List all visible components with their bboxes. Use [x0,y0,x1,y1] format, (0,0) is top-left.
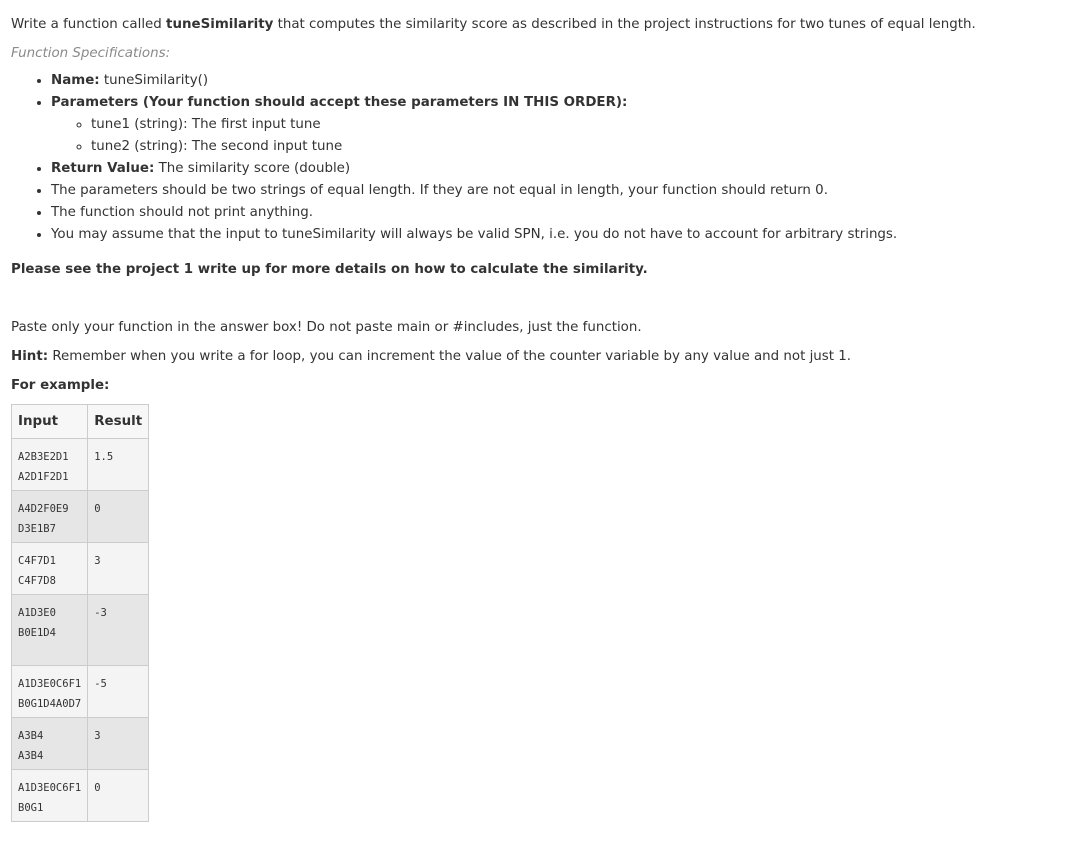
input-cell [12,439,88,491]
input-line: A1D3E0 [18,607,56,619]
intro-text-end: that computes the similarity score as described in the project instructions for two tunes of equal length. [273,17,976,32]
function-name: tuneSimilarity [166,17,274,32]
result-value: 0 [94,782,101,794]
input-line: A1D3E0C6F1 [18,782,82,794]
spec-rule: • The parameters should be two strings of equal length. If they are not equal in length, your function should return 0. [51,180,1061,202]
table-row [12,595,149,666]
param-list [51,114,1061,158]
input-cell [12,543,88,595]
input-line: A3B4 [18,730,44,742]
input-line: A3B4 [18,749,44,762]
table-row [12,543,149,595]
spec-item-parameters [51,92,1061,158]
spec-list [11,70,1061,246]
intro-paragraph [11,15,1061,35]
return-label: Return Value: [51,161,155,176]
input-line: C4F7D8 [18,574,56,587]
hint-text: Remember when you write a for loop, you can increment the value of the counter variable by any value and not just 1. [48,349,852,364]
result-value: 3 [94,555,101,567]
name-label: Name: [51,73,100,88]
table-header-row [12,405,149,439]
examples-table [11,404,149,822]
column-header-input: Input [12,405,88,439]
input-cell [12,595,88,666]
question-text [11,15,1061,822]
column-header-result: Result [88,405,149,439]
input-line: A4D2F0E9 [18,503,69,515]
result-value: 3 [94,730,101,742]
result-value: 1.5 [94,451,114,463]
input-cell [12,666,88,718]
table-row [12,718,149,770]
result-cell [88,595,149,666]
input-line: B0E1D4 [18,626,56,639]
result-value: -3 [94,607,107,619]
result-value: -5 [94,678,107,690]
result-cell [88,543,149,595]
spec-title: Function Specifications: [11,46,171,61]
params-label: Parameters (Your function should accept these parameters IN THIS ORDER): [51,95,628,110]
spec-item-name [51,70,1061,92]
input-line: B0G1 [18,801,44,814]
for-example-label: For example: [11,378,110,393]
return-value: The similarity score (double) [154,161,351,176]
paste-instruction: Paste only your function in the answer box! Do not paste main or #includes, just the function. [11,320,642,335]
spec-item-return [51,158,1061,180]
result-cell [88,491,149,543]
table-row [12,666,149,718]
param-item: ◦ tune2 (string): The second input tune [91,136,1061,158]
table-row [12,439,149,491]
see-more-note: Please see the project 1 write up for more details on how to calculate the similarity. [11,262,648,277]
input-cell [12,770,88,822]
input-line: D3E1B7 [18,522,56,535]
hint-label: Hint: [11,349,49,364]
table-row [12,770,149,822]
input-cell [12,491,88,543]
result-cell [88,666,149,718]
table-row [12,491,149,543]
result-cell [88,439,149,491]
result-value: 0 [94,503,101,515]
input-line: B0G1D4A0D7 [18,697,82,710]
result-cell [88,718,149,770]
input-line: A2D1F2D1 [18,470,69,483]
input-line: C4F7D1 [18,555,56,567]
input-line: A1D3E0C6F1 [18,678,82,690]
input-line: A2B3E2D1 [18,451,69,463]
input-cell [12,718,88,770]
spec-rule: • You may assume that the input to tuneSimilarity will always be valid SPN, i.e. you do not have to account for arbitrary strings. [51,224,1061,246]
name-value: tuneSimilarity() [99,73,209,88]
spec-rule: • The function should not print anything. [51,202,1061,224]
intro-text: Write a function called [11,17,167,32]
hint-paragraph [11,347,1061,367]
result-cell [88,770,149,822]
param-item: ◦ tune1 (string): The first input tune [91,114,1061,136]
